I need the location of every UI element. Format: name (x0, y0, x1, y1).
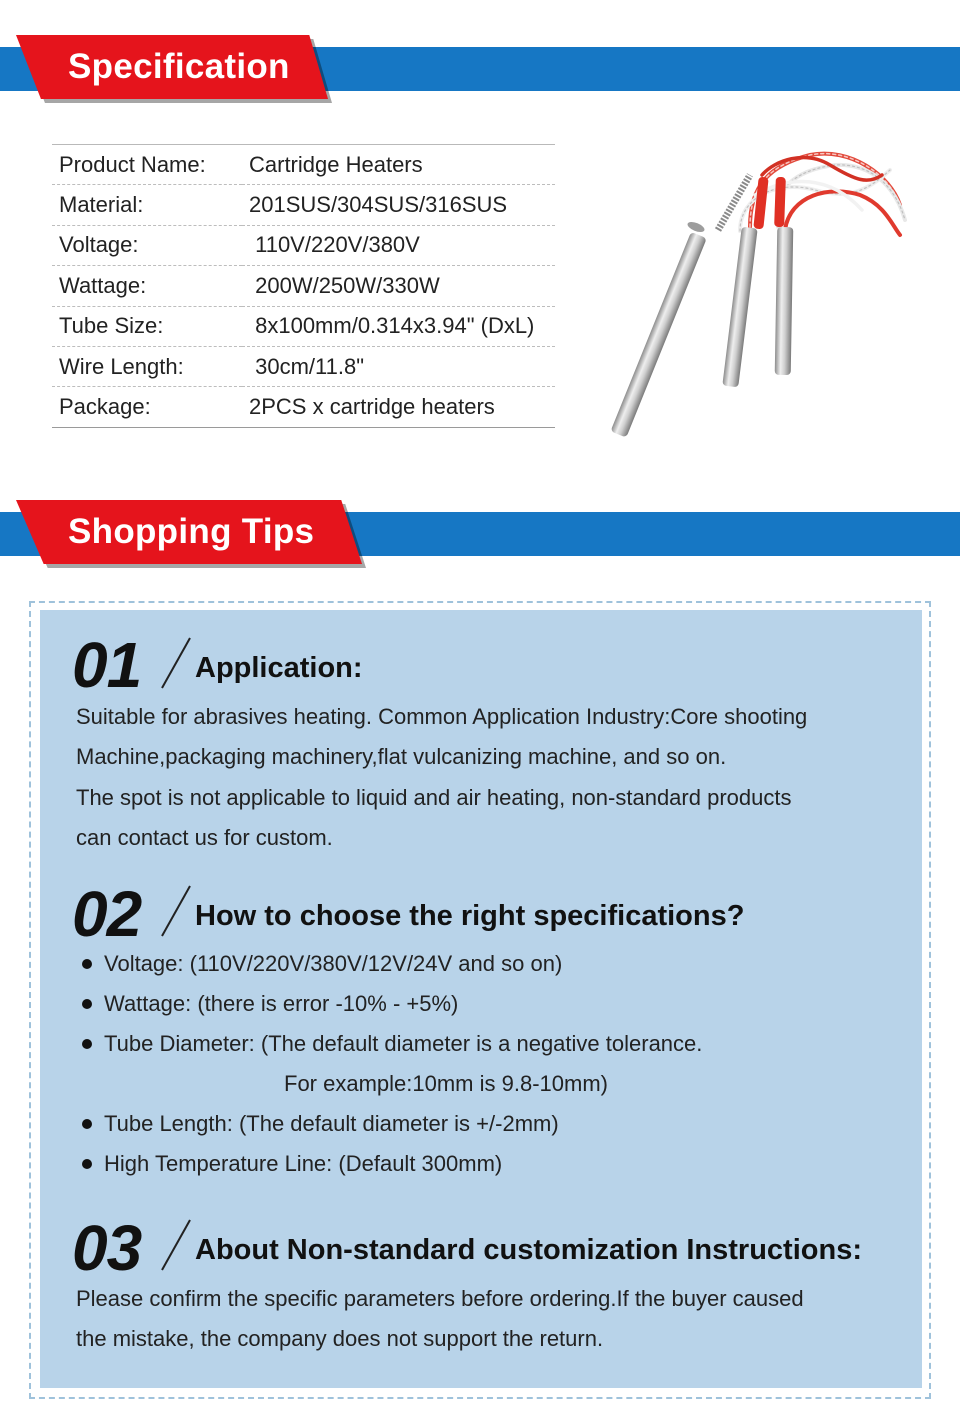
spec-value: 200W/250W/330W (242, 266, 555, 306)
spec-key: Voltage: (52, 225, 242, 265)
list-item: High Temperature Line: (Default 300mm) (76, 1144, 702, 1184)
tip-number: 03 (72, 1212, 142, 1284)
table-row (52, 225, 555, 265)
slash-divider-icon (156, 634, 196, 694)
spec-key: Product Name: (59, 151, 206, 177)
spec-key: Wattage: (52, 266, 242, 306)
slash-divider-icon (156, 1216, 196, 1276)
list-item: Voltage: (110V/220V/380V/12V/24V and so on) (76, 944, 702, 984)
tip-number: 02 (72, 878, 142, 950)
section-title-specification: Specification (68, 47, 290, 86)
spec-value: Cartridge Heaters (249, 151, 423, 177)
spec-value: 8x100mm/0.314x3.94" (DxL) (242, 306, 555, 346)
spec-value: 201SUS/304SUS/316SUS (242, 185, 555, 225)
tip-line: Suitable for abrasives heating. Common Application Industry:Core shooting (76, 704, 808, 729)
table-row (52, 145, 555, 185)
table-row (52, 185, 555, 225)
spec-key: Tube Size: (52, 306, 242, 346)
table-row (52, 346, 555, 386)
tip-heading: How to choose the right specifications? (195, 900, 745, 932)
list-item: Tube Length: (The default diameter is +/-2mm) (76, 1104, 702, 1144)
tip-body (76, 697, 807, 858)
tip-number: 01 (72, 629, 142, 701)
list-item-continuation: For example:10mm is 9.8-10mm) (284, 1071, 608, 1096)
spec-value: 2PCS x cartridge heaters (242, 387, 555, 427)
spec-value: 30cm/11.8" (242, 346, 555, 386)
spec-key: Wire Length: (52, 346, 242, 386)
tip-line: Please confirm the specific parameters before ordering.If the buyer caused (76, 1286, 804, 1311)
tip-line: Machine,packaging machinery,flat vulcanizing machine, and so on. (76, 744, 727, 770)
slash-divider-icon (156, 882, 196, 942)
tip-body (76, 1279, 804, 1360)
tip-line: The spot is not applicable to liquid and air heating, non-standard products (76, 784, 792, 810)
spec-value: 110V/220V/380V (242, 225, 555, 265)
section-title-shopping-tips: Shopping Tips (68, 512, 315, 551)
spec-key: Material: (52, 185, 242, 225)
spec-key: Package: (52, 387, 242, 427)
table-row (52, 387, 555, 427)
list-item: Wattage: (there is error -10% - +5%) (76, 984, 702, 1024)
spec-table (52, 144, 555, 428)
spec-bullet-list (76, 944, 702, 1184)
list-item: Tube Diameter: (The default diameter is a negative tolerance. (76, 1024, 702, 1064)
tip-heading: Application: (195, 652, 363, 684)
tip-heading: About Non-standard customization Instructions: (195, 1234, 862, 1266)
shopping-tips-banner (0, 500, 960, 570)
table-row (52, 266, 555, 306)
table-row (52, 306, 555, 346)
cartridge-heater-image (600, 135, 910, 445)
specification-banner (0, 35, 960, 105)
tip-line: the mistake, the company does not support the return. (76, 1326, 604, 1352)
tip-line: can contact us for custom. (76, 824, 333, 850)
